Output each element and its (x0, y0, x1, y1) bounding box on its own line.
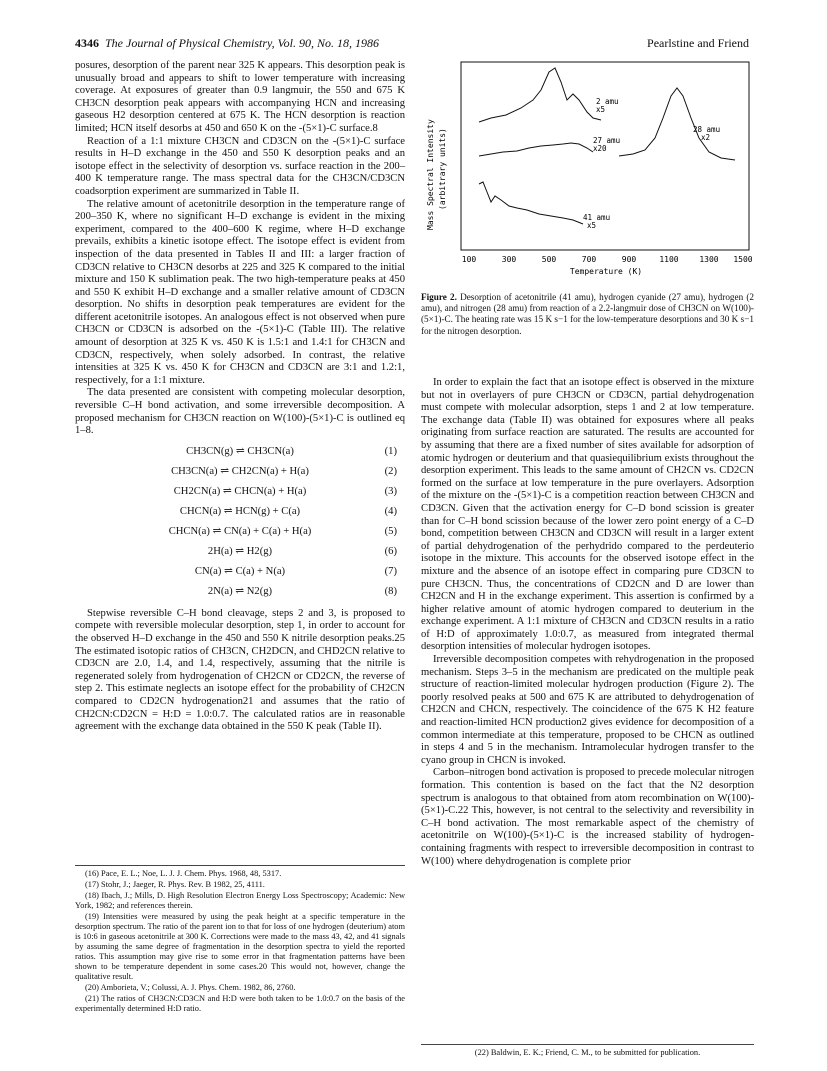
paragraph: posures, desorption of the parent near 325 K appears. This desorption peak is unusually broad and appears to shift to lower temperature with increasing coverage. At exposures of greater than 0.9 langmuir, the 550 and 675 K CH3CN desorption peak appears with accompanying HCN and increasing gaseous H2 desorption centered at 675 K. The HCN desorption is reaction limited; HCN itself desorbs at 450 and 650 K on the -(5×1)-C surface.8 (75, 60, 405, 134)
trace-2-amu (479, 68, 601, 122)
left-column (75, 60, 405, 734)
footnotes-left (75, 865, 405, 1015)
equation: CH3CN(a) ⇌ CH2CN(a) + H(a) (2) (171, 465, 397, 477)
paragraph: Reaction of a 1:1 mixture CH3CN and CD3CN on the -(5×1)-C surface results in H–D exchange in the 450 and 550 K desorption peaks and an isotope effect in the selectivity of desorption vs. surface reaction in the 200–400 K temperature range. The mass spectral data for the CH3CN/CD3CN coadsorption experiment are summarized in Table II. (75, 135, 405, 197)
svg-text:x5: x5 (596, 105, 606, 114)
equation: CH3CN(g) ⇌ CH3CN(a) (1) (186, 445, 397, 457)
equation: CH2CN(a) ⇌ CHCN(a) + H(a) (3) (173, 485, 397, 497)
equation: CHCN(a) ⇌ CN(a) + C(a) + H(a) (5) (168, 525, 397, 537)
paragraph: In order to explain the fact that an isotope effect is observed in the mixture but not in overlayers of pure CH3CN or CD3CN, partial dehydrogenation must compete with molecular adsorption, steps 1 and 2 at low temperature. The exchange data (Table II) was obtained for exposures where all peaks originating from surface reaction are saturated. The results are accounted for by assuming that there are a fixed number of sites available for adsorption of atomic hydrogen or deuterium and that quasiequilibrium exists throughout the desorption experiment. This leads to the same amount of CH2CN vs. CD2CN formed on the surface at low temperature in the pure overlayers. Adsorption of the mixture on the -(5×1)-C is a competition reaction between CH3CN and CD3CN. Given that the activation energy for C–D bond scission is greater than for C–H bond scission because of the lower zero point energy of a C–D bond, competition between CH3CN and CD3CN will result in a larger extent of partial dehydrogenation of the perhydrido compared to the perdeuterio isotope in the mixture. This accounts for the observed isotope effect in the mixture and the absence of an isotope effect in comparing pure CD3CN to pure CH3CN. Thus, the concentrations of CD2CN and D are lower than CH2CN and H in the exchange experiment. This assertion is confirmed by a higher relative amount of atomic hydrogen compared to deuterium in the exchange experiment. A 1:1 mixture of CH3CN and CD3CN results in a ratio of H:D of approximately 1.0:0.7, as measured from integrated thermal desorption intensities of molecular hydrogen isotopes. (421, 377, 754, 653)
paragraph: Irreversible decomposition competes with rehydrogenation in the proposed mechanism. Steps 3–5 in the mechanism are predicated on the multiple peak structure of reaction-limited molecular hydrogen production (Figure 2). The poorly resolved peaks at 500 and 675 K are attributed to dehydrogenation of CH2CN and CHCN, respectively. The coincidence of the 675 K H2 feature and reaction-limited HCN production2 gives evidence for decomposition of a common intermediate at this temperature, proposed to be CHCN as outlined in steps 4 and 5 in the mechanism. Intramolecular hydrogen transfer to the cyano group in CHCN is invoked. (421, 654, 754, 766)
footnotes-right (421, 1044, 754, 1057)
reference: (16) Pace, E. L.; Noe, L. J. J. Chem. Phys. 1968, 48, 5317. (85, 869, 282, 878)
equation: 2N(a) ⇌ N2(g) (8) (207, 585, 397, 597)
equation: CN(a) ⇌ C(a) + N(a) (7) (194, 565, 397, 577)
x-tick: 700 (581, 255, 597, 264)
equation: 2H(a) ⇌ H2(g) (6) (207, 545, 397, 557)
author-header: Pearlstine and Friend (647, 36, 749, 50)
trace-28-amu (619, 88, 735, 160)
figure-2-plot (421, 60, 754, 288)
running-header (75, 36, 379, 51)
x-tick: 100 (461, 255, 477, 264)
right-column (421, 377, 754, 868)
y-axis-label: Mass Spectral Intensity (426, 119, 435, 230)
reference: (22) Baldwin, E. K.; Friend, C. M., to be submitted for publication. (474, 1048, 701, 1057)
x-axis-ticks (462, 255, 753, 264)
x-tick: 1500 (733, 255, 753, 264)
x-tick: 300 (501, 255, 517, 264)
paragraph: Carbon–nitrogen bond activation is proposed to precede molecular nitrogen formation. This contention is based on the fact that the N2 desorption spectrum is analogous to that obtained from atom recombination on W(100)-(5×1)-C.22 This, however, is not central to the selectivity and reversibility in C–H bond activation. The most remarkable aspect of the chemistry of acetonitrile on W(100)-(5×1)-C is the increased stability of hydrogen-containing fragments with respect to irreversible decomposition in contrast to W(100) where dehydrogenation is complete prior (421, 767, 754, 867)
page-number: 4346 (75, 36, 99, 50)
svg-text:x5: x5 (587, 221, 597, 230)
svg-text:28 amu: 28 amu (693, 125, 721, 134)
reference: (20) Amborieta, V.; Colussi, A. J. Phys. Chem. 1982, 86, 2760. (85, 983, 296, 992)
x-tick: 500 (541, 255, 557, 264)
reference: (18) Ibach, J.; Mills, D. High Resolution Electron Energy Loss Spectroscopy; Academic: New York, 1982; and references therein. (75, 891, 405, 910)
trace-41-amu (479, 182, 583, 224)
x-tick: 1100 (659, 255, 679, 264)
reference: (21) The ratios of CH3CN:CD3CN and H:D were both taken to be 1.0:0.7 on the basis of the experimentally determined H:D ratio. (75, 994, 405, 1013)
equation-block (75, 442, 405, 602)
svg-text:x20: x20 (593, 144, 607, 153)
svg-text:27 amu: 27 amu (593, 136, 621, 145)
equation: CHCN(a) ⇌ HCN(g) + C(a) (4) (179, 505, 397, 517)
x-axis-label: Temperature (K) (569, 267, 643, 276)
y-axis-label-units: (arbitrary units) (438, 128, 447, 210)
svg-text:2 amu: 2 amu (596, 97, 619, 106)
figure-caption: Figure 2. Desorption of acetonitrile (41 amu), hydrogen cyanide (27 amu), hydrogen (2 amu), and nitrogen (28 amu) from reaction of a 2.2-langmuir dose of CH3CN on W(100)-(5×1)-C. The heating rate was 15 K s−1 for the low-temperature desorptions and 30 K s−1 for the nitrogen desorption. (421, 292, 755, 336)
svg-text:41 amu: 41 amu (583, 213, 611, 222)
paragraph: Stepwise reversible C–H bond cleavage, steps 2 and 3, is proposed to compete with reversible molecular desorption, step 1, in order to account for the observed H–D exchange in the 450 and 550 K nitrile desorption peaks.25 The estimated isotopic ratios of CH3CN, CH2DCN, and CHD2CN relative to CD3CN are 2.0, 1.4, and 1.4, respectively, assuming that the nitrile is regenerated solely from hydrogenation of CH2CN or CD2CN, the reverse of step 2. This estimate neglects an isotope effect for the probability of CH2CN compared to CD2CN hydrogenation21 and assumes that the ratio of CH2CN:CD2CN = H:D = 1.0:0.7. The calculated ratios are in reasonable agreement with the exchange data obtained in the 550 K peak (Table II). (75, 607, 405, 733)
x-tick: 1300 (699, 255, 719, 264)
paragraph: The relative amount of acetonitrile desorption in the temperature range of 200–350 K, where no significant H–D exchange is evident in the mixing experiment, compared to the 400–600 K regime, where H–D exchange prevails, exhibits a kinetic isotope effect. The isotope effect is evident from inspection of the data presented in Tables II and III: a larger fraction of CD3CN relative to CH3CN desorbs at 225 and 325 K compared to the initial mixture and 150 K sublimation peak. The two high-temperature peaks at 450 and 550 K exhibit H–D exchange and a smaller relative amount of CD3CN desorption. No shifts in desorption peak temperatures are evident for the different acetonitrile isotopes. An analogous effect is not observed when pure CH3CN or CD3CN is adsorbed on the -(5×1)-C (Table III). The relative amount of desorption at 325 K vs. 450 K is 1.5:1 and 1.4:1 for CH3CN and CD3CN, respectively, when solely adsorbed. In contrast, the relative intensities at 325 K vs. 450 K for CH3CN and CD3CN are 3:1 and 1.2:1, respectively, for a 1:1 mixture. (75, 198, 405, 386)
svg-text:x2: x2 (701, 133, 711, 142)
journal-citation: The Journal of Physical Chemistry, Vol. 90, No. 18, 1986 (105, 36, 379, 50)
paragraph: The data presented are consistent with competing molecular desorption, reversible C–H bond activation, and some irreversible decomposition. A proposed mechanism for CH3CN reaction on W(100)-(5×1)-C is outlined eq 1–8. (75, 387, 405, 437)
x-tick: 900 (621, 255, 637, 264)
trace-27-amu (479, 143, 593, 156)
reference: (17) Stohr, J.; Jaeger, R. Phys. Rev. B 1982, 25, 4111. (85, 880, 265, 889)
reference: (19) Intensities were measured by using the peak height at a specific temperature in the desorption spectrum. The ratio of the parent ion to that for loss of one hydrogen (deuterium) atom is 10:6 in gaseous acetonitrile at 300 K. Corrections were made to the mass 43, 42, and 41 signals by assuming the same degree of fragmentation in the desorption spectra to yield the reported ratios. This assumption may give rise to some error in that fragmentation patterns have been shown to be temperature dependent in some cases.20 This would not, however, change the qualitative result. (75, 912, 405, 981)
